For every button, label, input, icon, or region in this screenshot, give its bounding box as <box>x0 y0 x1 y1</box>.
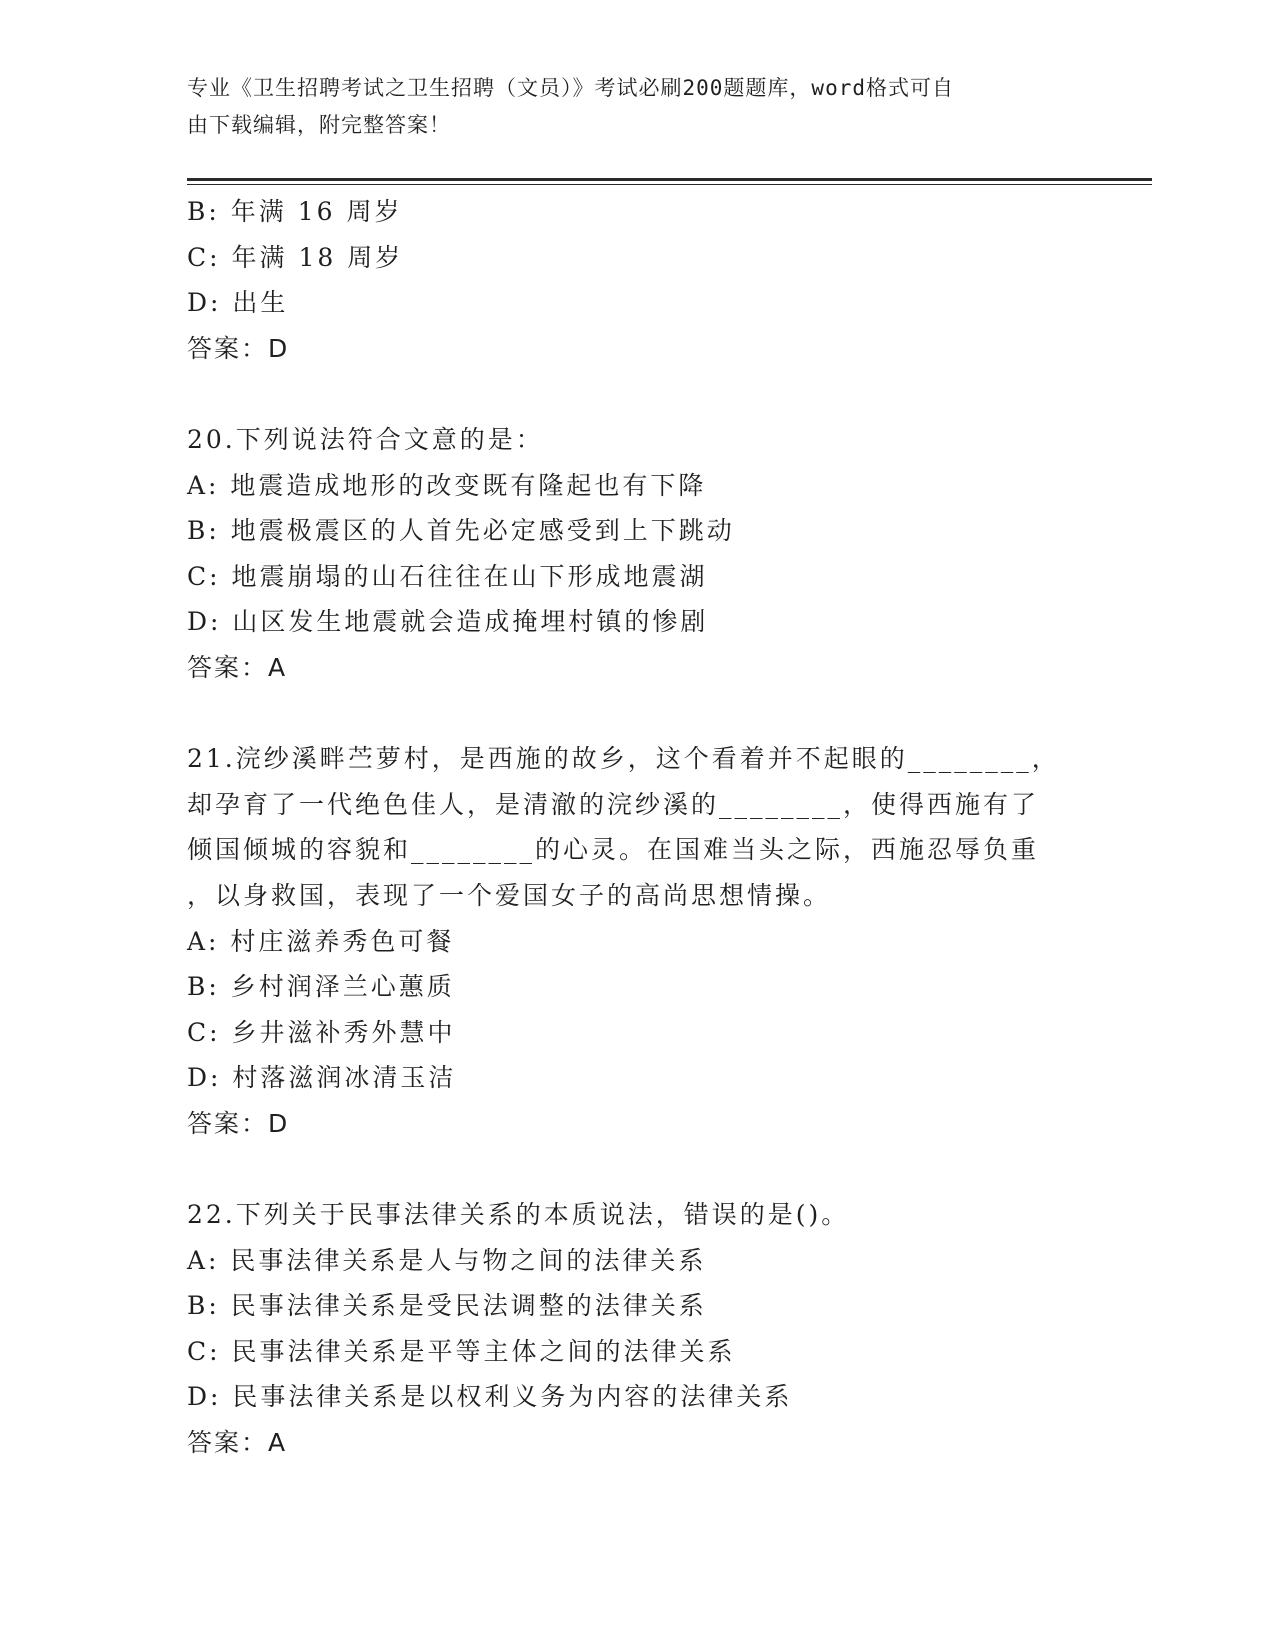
header-line-2: 由下载编辑，附完整答案！ <box>187 113 451 137</box>
option-c: C: 年满 18 周岁 <box>187 242 404 272</box>
option-b: B: 地震极震区的人首先必定感受到上下跳动 <box>187 516 735 546</box>
question-stem-line-2: 却孕育了一代绝色佳人，是清澈的浣纱溪的________，使得西施有了 <box>187 789 1040 819</box>
document-header <box>187 70 1067 144</box>
option-d: D: 山区发生地震就会造成掩埋村镇的惨剧 <box>187 607 709 637</box>
question-stem: 20.下列说法符合文意的是： <box>187 424 544 454</box>
option-b: B: 乡村润泽兰心蕙质 <box>187 972 455 1002</box>
option-d: D: 出生 <box>187 288 289 318</box>
option-c: C: 民事法律关系是平等主体之间的法律关系 <box>187 1336 736 1366</box>
option-a: A: 村庄滋养秀色可餐 <box>187 926 455 956</box>
option-a: A: 地震造成地形的改变既有隆起也有下降 <box>187 470 707 500</box>
option-b: B: 年满 16 周岁 <box>187 197 403 226</box>
document-body <box>187 189 1147 1466</box>
spacer <box>187 371 1147 417</box>
question-20 <box>187 417 1147 691</box>
option-c: C: 地震崩塌的山石往往在山下形成地震湖 <box>187 561 708 591</box>
header-rule-thick <box>187 178 1152 181</box>
option-c: C: 乡井滋补秀外慧中 <box>187 1017 456 1047</box>
answer-line: 答案：D <box>187 333 290 363</box>
header-line-1: 专业《卫生招聘考试之卫生招聘（文员）》考试必刷200题题库，word格式可自 <box>187 76 954 100</box>
option-a: A: 民事法律关系是人与物之间的法律关系 <box>187 1245 707 1275</box>
question-stem: 22.下列关于民事法律关系的本质说法，错误的是()。 <box>187 1200 850 1230</box>
spacer <box>187 1146 1147 1192</box>
question-22 <box>187 1192 1147 1466</box>
question-21 <box>187 736 1147 1146</box>
question-stem-line-1: 21.浣纱溪畔苎萝村，是西施的故乡，这个看着并不起眼的________， <box>187 744 1060 774</box>
option-d: D: 村落滋润冰清玉洁 <box>187 1063 457 1093</box>
question-stem-line-3: 倾国倾城的容貌和________的心灵。在国难当头之际，西施忍辱负重 <box>187 835 1040 865</box>
option-b: B: 民事法律关系是受民法调整的法律关系 <box>187 1291 707 1321</box>
question-stem-line-4: ，以身救国，表现了一个爱国女子的高尚思想情操。 <box>187 880 832 910</box>
answer-line: 答案：D <box>187 1108 290 1138</box>
header-rule-thin <box>187 184 1152 185</box>
answer-line: 答案：A <box>187 652 288 682</box>
spacer <box>187 691 1147 737</box>
answer-line: 答案：A <box>187 1428 288 1458</box>
question-19-continued <box>187 189 1147 371</box>
option-d: D: 民事法律关系是以权利义务为内容的法律关系 <box>187 1382 793 1412</box>
